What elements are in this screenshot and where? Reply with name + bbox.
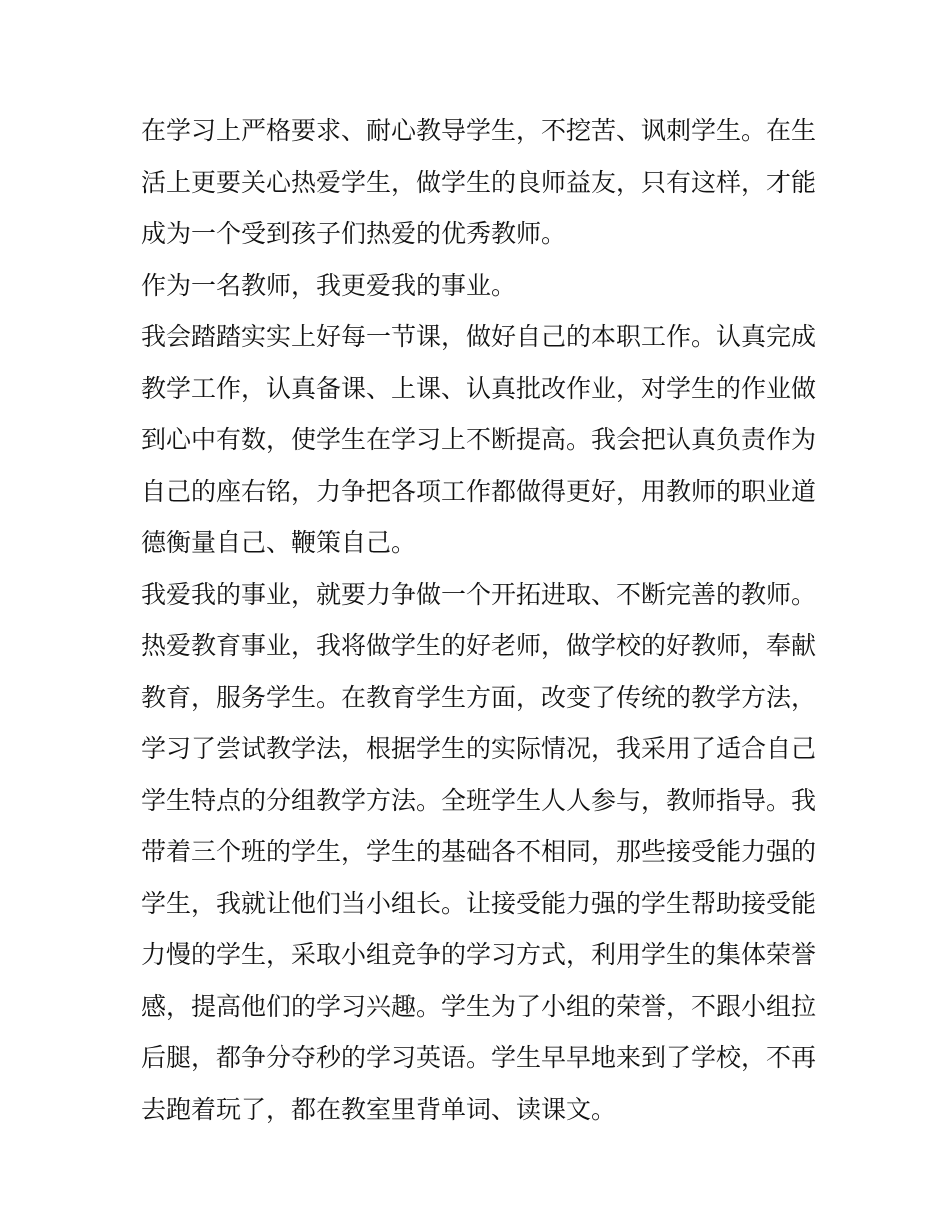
text-line: 自己的座右铭，力争把各项工作都做得更好，用教师的职业道: [141, 476, 817, 506]
body-text: [141, 105, 831, 1135]
text-line: 我会踏踏实实上好每一节课，做好自己的本职工作。认真完成: [141, 322, 817, 351]
text-line: 带着三个班的学生，学生的基础各不相同，那些接受能力强的: [141, 837, 817, 866]
text-line: 作为一名教师，我更爱我的事业。: [141, 270, 517, 300]
text-line: 学习了尝试教学法，根据学生的实际情况，我采用了适合自己: [141, 734, 817, 763]
text-line: 德衡量自己、鞭策自己。: [141, 528, 417, 557]
text-line: 后腿，都争分夺秒的学习英语。学生早早地来到了学校，不再: [141, 1043, 817, 1072]
text-line: 学生特点的分组教学方法。全班学生人人参与，教师指导。我: [141, 785, 817, 815]
text-line: 在学习上严格要求、耐心教导学生，不挖苦、讽刺学生。在生: [141, 116, 817, 145]
text-line: 教学工作，认真备课、上课、认真批改作业，对学生的作业做: [141, 373, 817, 403]
text-line: 学生，我就让他们当小组长。让接受能力强的学生帮助接受能: [141, 888, 817, 918]
text-line: 去跑着玩了，都在教室里背单词、读课文。: [141, 1094, 617, 1124]
text-line: 活上更要关心热爱学生，做学生的良师益友，只有这样，才能: [141, 167, 817, 197]
text-line: 我爱我的事业，就要力争做一个开拓进取、不断完善的教师。: [141, 579, 817, 609]
text-line: 到心中有数，使学生在学习上不断提高。我会把认真负责作为: [141, 425, 817, 454]
text-line: 成为一个受到孩子们热爱的优秀教师。: [141, 219, 567, 248]
text-line: 力慢的学生，采取小组竞争的学习方式，利用学生的集体荣誉: [141, 940, 817, 969]
text-line: 热爱教育事业，我将做学生的好老师，做学校的好教师，奉献: [141, 631, 817, 660]
text-line: 感，提高他们的学习兴趣。学生为了小组的荣誉，不跟小组拉: [141, 991, 817, 1021]
text-line: 教育，服务学生。在教育学生方面，改变了传统的教学方法，: [141, 682, 817, 712]
